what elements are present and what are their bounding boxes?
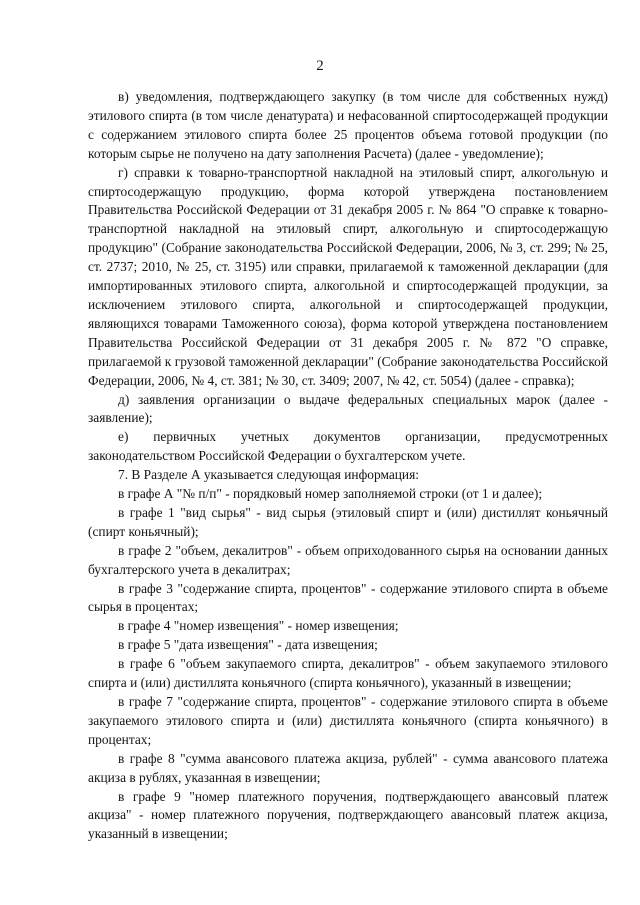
paragraph-column-2: в графе 2 "объем, декалитров" - объем оприходованного сырья на основании данных бухгалтерского учета в декалитрах; xyxy=(88,542,608,577)
paragraph-notice: в) уведомления, подтверждающего закупку (в том числе для собственных нужд) этилового спирта (в том числе денатурата) и нефасованной спиртосодержащей продукции с содержанием этилового спирта более 25 процентов объема готовой продукции (по которым сырье не получено на дату заполнения Расчета) (далее - уведомление); xyxy=(88,89,608,161)
page-number: 2 xyxy=(316,58,324,74)
paragraph-column-4: в графе 4 "номер извещения" - номер извещения; xyxy=(118,618,399,634)
paragraph-column-a: в графе А "№ п/п" - порядковый номер заполняемой строки (от 1 и далее); xyxy=(118,486,543,502)
paragraph-accounting-documents: е) первичных учетных документов организации, предусмотренных законодательством Российской Федерации о бухгалтерском учете. xyxy=(88,429,608,464)
paragraph-column-7: в графе 7 "содержание спирта, процентов" - содержание этилового спирта в объеме закупаемого этилового спирта и (или) дистиллята коньячного (спирта коньячного) в процентах; xyxy=(88,694,608,747)
paragraph-column-3: в графе 3 "содержание спирта, процентов" - содержание этилового спирта в объеме сырья в процентах; xyxy=(88,580,608,615)
paragraph-application: д) заявления организации о выдаче федеральных специальных марок (далее - заявление); xyxy=(88,391,608,426)
paragraph-certificate: г) справки к товарно-транспортной накладной на этиловый спирт, алкогольную и спиртосодержащую продукцию, форма которой утверждена постановлением Правительства Российской Федерации от 31 декабря 2005 г. № 864 "О справке к товарно-транспортной накладной на этиловый спирт, алкогольную и спиртосодержащую продукцию" (Собрание законодательства Российской Федерации, 2006, № 3, ст. 299; № 25, ст. 2737; 2010, № 25, ст. 3195) или справки, прилагаемой к таможенной декларации (для импортированных этилового спирта, алкогольной и спиртосодержащей продукции, за исключением этилового спирта, алкогольной и спиртосодержащей продукции, являющихся товарами Таможенного союза), форма которой утверждена постановлением Правительства Российской Федерации от 31 декабря 2005 г. № 872 "О справке, прилагаемой к грузовой таможенной декларации" (Собрание законодательства Российской Федерации, 2006, № 4, ст. 381; № 30, ст. 3409; 2007, № 42, ст. 5054) (далее - справка); xyxy=(88,164,608,388)
paragraph-column-1: в графе 1 "вид сырья" - вид сырья (этиловый спирт и (или) дистиллят коньячный (спирт коньячный); xyxy=(88,504,608,539)
document-body xyxy=(88,88,608,844)
paragraph-section-a-heading: 7. В Разделе А указывается следующая информация: xyxy=(118,467,419,483)
paragraph-column-9: в графе 9 "номер платежного поручения, подтверждающего авансовый платеж акциза" - номер платежного поручения, подтверждающего авансовый платеж акциза, указанный в извещении; xyxy=(88,788,608,842)
paragraph-column-5: в графе 5 "дата извещения" - дата извещения; xyxy=(118,637,378,653)
paragraph-column-8: в графе 8 "сумма авансового платежа акциза, рублей" - сумма авансового платежа акциза в рублях, указанная в извещении; xyxy=(88,750,608,785)
paragraph-column-6: в графе 6 "объем закупаемого спирта, декалитров" - объем закупаемого этилового спирта и (или) дистиллята коньячного (спирта коньячного), указанный в извещении; xyxy=(88,656,608,691)
